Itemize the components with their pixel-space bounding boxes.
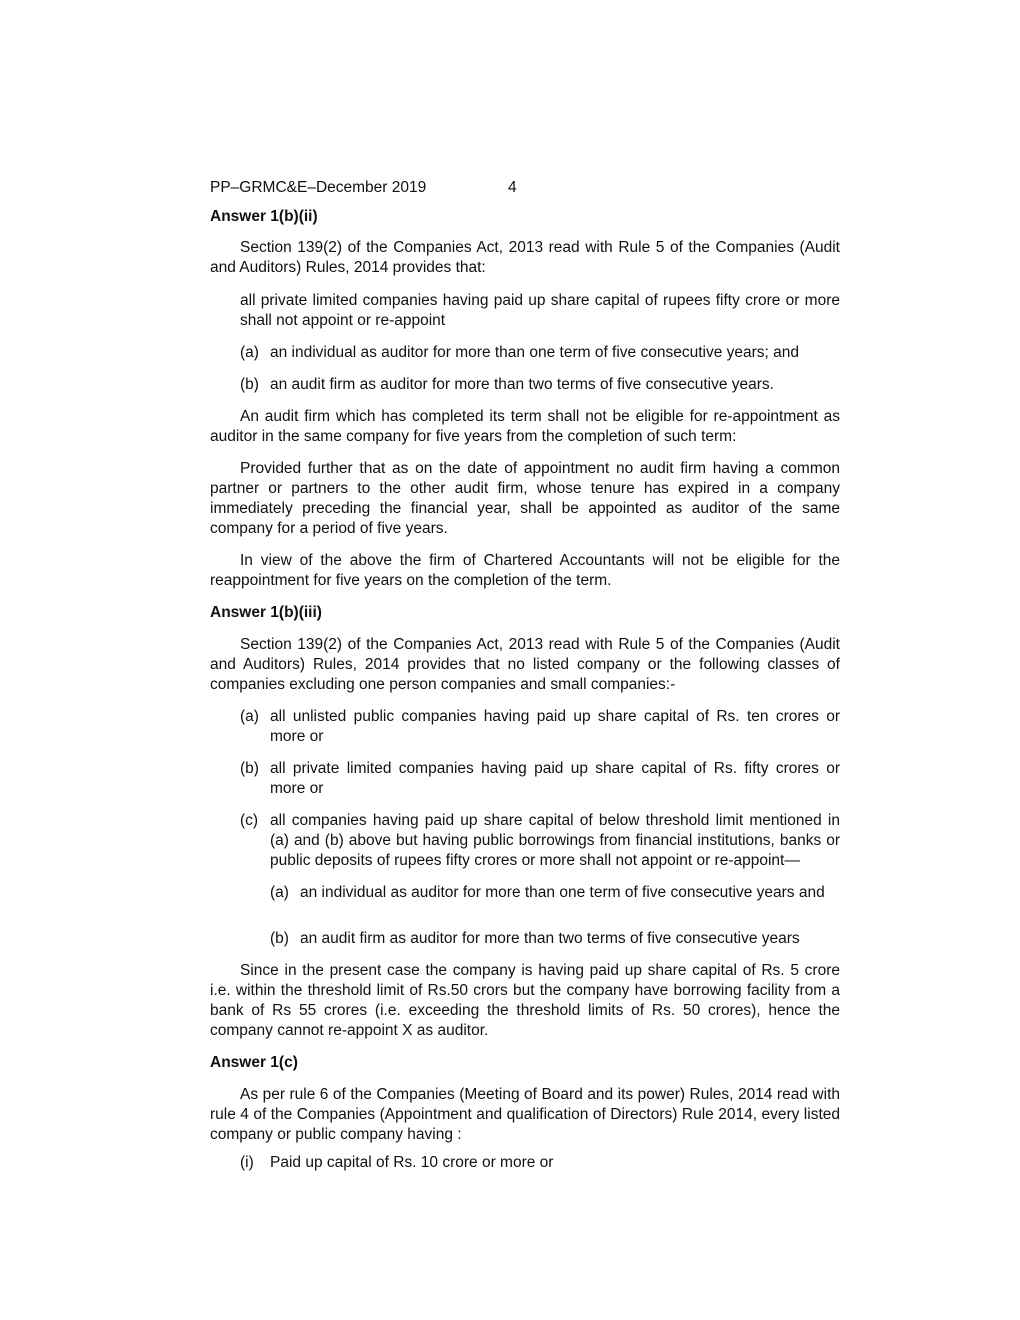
list-label: (i) [240, 1154, 254, 1171]
heading-answer-1b-ii: Answer 1(b)(ii) [210, 208, 318, 225]
list-label: (a) [240, 708, 259, 725]
heading-answer-1b-iii: Answer 1(b)(iii) [210, 604, 322, 621]
list-label: (a) [240, 344, 259, 361]
list-text: an audit firm as auditor for more than two terms of five consecutive years. [270, 376, 774, 393]
page-number: 4 [508, 179, 517, 196]
list-item [240, 707, 840, 747]
list-label: (b) [240, 760, 259, 777]
running-header: PP–GRMC&E–December 2019 [210, 179, 427, 196]
list-text: an individual as auditor for more than one term of five consecutive years; and [270, 344, 800, 361]
list-text: Paid up capital of Rs. 10 crore or more or [270, 1154, 554, 1171]
paragraph: Since in the present case the company is having paid up share capital of Rs. 5 crore i.e. within the threshold limit of Rs.50 crors but the company have borrowing facility from a bank of Rs 55 crores (i.e. exceeding the threshold limits of Rs. 50 crores), hence the company cannot re-appoint X as auditor. [210, 962, 840, 1039]
sub-list-item [270, 929, 840, 949]
paragraph: Provided further that as on the date of appointment no audit firm having a common partner or partners to the other audit firm, whose tenure has expired in a company immediately preceding the financial year, shall be appointed as auditor of the same company for a period of five years. [210, 460, 840, 537]
list-label: (b) [240, 376, 259, 393]
list-item [240, 375, 840, 395]
list-label: (b) [270, 930, 289, 947]
list-text: an individual as auditor for more than one term of five consecutive years and [300, 884, 825, 901]
paragraph: As per rule 6 of the Companies (Meeting of Board and its power) Rules, 2014 read with rule 4 of the Companies (Appointment and qualification of Directors) Rule 2014, every listed company or public company having : [210, 1086, 840, 1143]
list-label: (a) [270, 884, 289, 901]
paragraph: Section 139(2) of the Companies Act, 2013 read with Rule 5 of the Companies (Audit and Auditors) Rules, 2014 provides that: [210, 239, 840, 276]
list-item [240, 811, 840, 871]
list-text: all unlisted public companies having paid up share capital of Rs. ten crores or more or [270, 708, 840, 745]
paragraph: Section 139(2) of the Companies Act, 2013 read with Rule 5 of the Companies (Audit and Auditors) Rules, 2014 provides that no listed company or the following classes of companies excluding one person companies and small companies:- [210, 636, 840, 693]
list-label: (c) [240, 812, 259, 829]
list-text: all companies having paid up share capital of below threshold limit mentioned in (a) and (b) above but having public borrowings from financial institutions, banks or public deposits of rupees fifty crores or more shall not appoint or re-appoint— [270, 812, 840, 869]
list-text: all private limited companies having paid up share capital of Rs. fifty crores or more or [270, 760, 840, 797]
list-text: an audit firm as auditor for more than two terms of five consecutive years [300, 930, 800, 947]
sub-list-item [270, 883, 840, 903]
paragraph: In view of the above the firm of Chartered Accountants will not be eligible for the reappointment for five years on the completion of the term. [210, 552, 840, 589]
paragraph: all private limited companies having paid up share capital of rupees fifty crore or more shall not appoint or re-appoint [240, 292, 840, 329]
list-item [240, 343, 840, 363]
list-item [240, 1153, 840, 1173]
paragraph: An audit firm which has completed its term shall not be eligible for re-appointment as auditor in the same company for five years from the completion of such term: [210, 408, 840, 445]
list-item [240, 759, 840, 799]
heading-answer-1c: Answer 1(c) [210, 1054, 298, 1071]
